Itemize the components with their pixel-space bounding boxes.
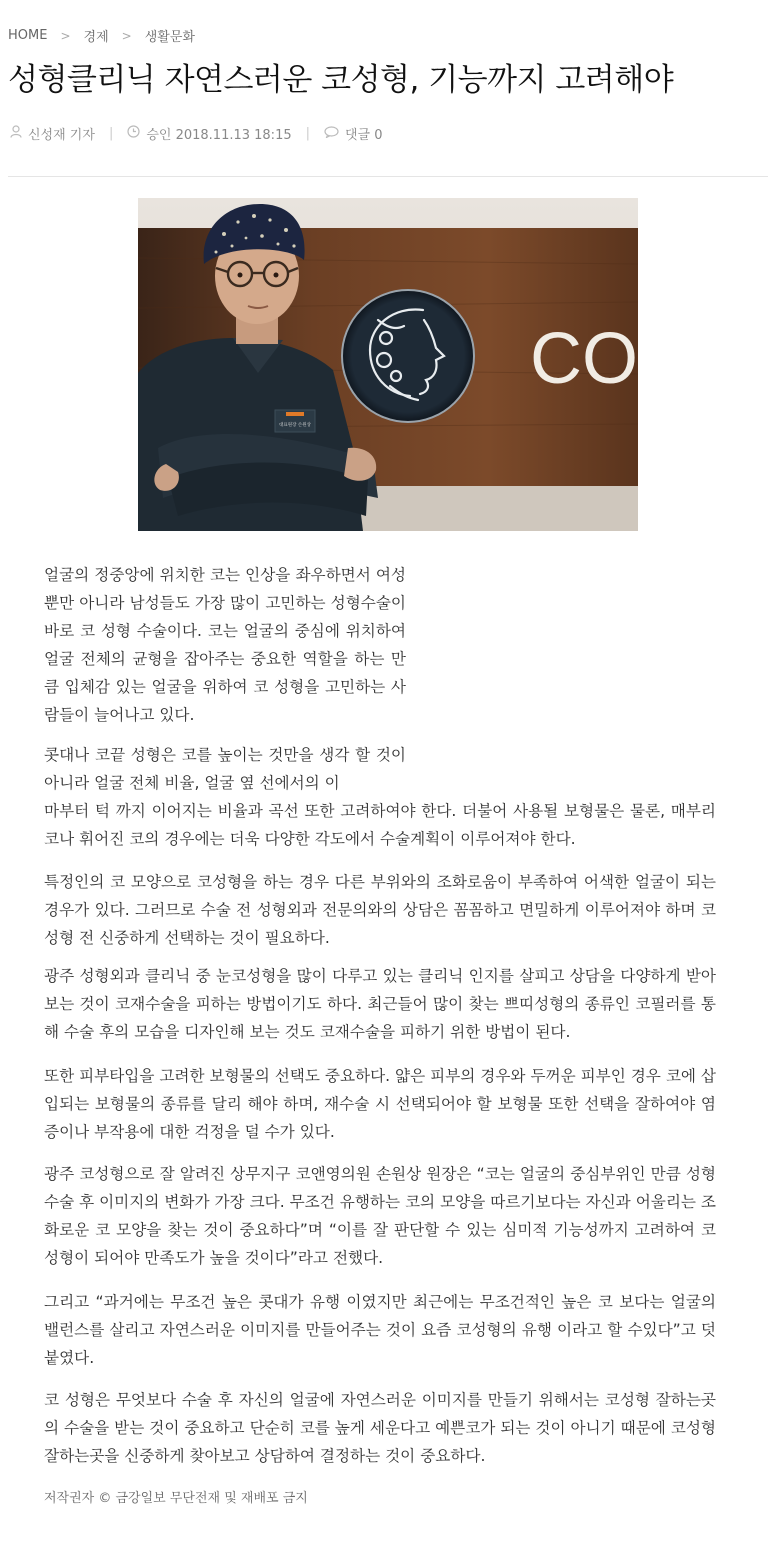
breadcrumb: [8, 26, 195, 45]
comment-info[interactable]: [324, 124, 383, 143]
paragraph-text: 코 성형은 무엇보다 수술 후 자신의 얼굴에 자연스러운 이미지를 만들기 위해서는 코성형 잘하는곳의 수술을 받는 것이 중요하고 단순히 코를 높게 세운다고 예쁜코가 되는 것이 아니기 때문에 코성형잘하는곳을 신중하게 찾아보고 상담하여 결정하는 것이 중요하다.: [44, 1391, 716, 1465]
article-paragraph: [44, 1288, 716, 1372]
paragraph-text: [44, 741, 716, 853]
chevron-right-icon: >: [121, 28, 132, 43]
paragraph-text: 광주 코성형으로 잘 알려진 상무지구 코앤영의원 손원상 원장은 “코는 얼굴의 중심부위인 만큼 성형수술 후 이미지의 변화가 가장 크다. 무조건 유행하는 코의 모양을 따르기보다는 자신과 어울리는 조화로운 코 모양을 찾는 것이 중요하다”며 “이를 잘 판단할 수 있는 심미적 기능성까지 고려하여 코 성형이 되어야 만족도가 높을 것이다”라고 전했다.: [44, 1165, 716, 1267]
paragraph-text: 또한 피부타입을 고려한 보형물의 선택도 중요하다. 얇은 피부의 경우와 두꺼운 피부인 경우 코에 삽입되는 보형물의 종류를 달리 해야 하며, 재수술 시 선택되어야 할 보형물 또한 선택을 잘하여야 염증이나 부작용에 대한 걱정을 덜 수가 있다.: [44, 1067, 716, 1141]
paragraph-text: 특정인의 코 모양으로 코성형을 하는 경우 다른 부위와의 조화로움이 부족하여 어색한 얼굴이 되는 경우가 있다. 그러므로 수술 전 성형외과 전문의와의 상담은 꼼꼼하고 면밀하게 이루어져야 하며 코성형 전 신중하게 선택하는 것이 필요하다.: [44, 873, 716, 947]
copyright-notice: 저작권자 © 금강일보 무단전재 및 재배포 금지: [44, 1491, 308, 1506]
approval-datetime: 승인 2018.11.13 18:15: [146, 128, 292, 143]
paragraph-text: 그리고 “과거에는 무조건 높은 콧대가 유행 이였지만 최근에는 무조건적인 높은 코 보다는 얼굴의 밸런스를 살리고 자연스러운 이미지를 만들어주는 것이 요즘 코성형의 유행 이라고 할 수있다”고 덧붙였다.: [44, 1293, 716, 1367]
header-divider: [8, 176, 768, 177]
paragraph-text-rest: 마부터 턱 까지 이어지는 비율과 곡선 또한 고려하여야 한다. 더불어 사용될 보형물은 물론, 매부리코나 휘어진 코의 경우에는 더욱 다양한 각도에서 수술계획이 이루어져야 한다.: [44, 802, 716, 848]
article-paragraph: [44, 561, 406, 729]
article-paragraph: [44, 962, 716, 1046]
article-photo: [138, 198, 638, 531]
breadcrumb-home[interactable]: HOME: [8, 28, 48, 43]
article-title: 성형클리닉 자연스러운 코성형, 기능까지 고려해야: [8, 62, 674, 98]
paragraph-text: 얼굴의 정중앙에 위치한 코는 인상을 좌우하면서 여성뿐만 아니라 남성들도 가장 많이 고민하는 성형수술이 바로 코 성형 수술이다. 코는 얼굴의 중심에 위치하여 얼굴 전체의 균형을 잡아주는 중요한 역할을 하는 만큼 입체감 있는 얼굴을 위하여 코 성형을 고민하는 사람들이 늘어나고 있다.: [44, 566, 406, 724]
user-icon: [10, 125, 22, 142]
paragraph-text: 광주 성형외과 클리닉 중 눈코성형을 많이 다루고 있는 클리닉 인지를 살피고 상담을 다양하게 받아보는 것이 코재수술을 피하는 방법이기도 하다. 최근들어 많이 찾는 쁘띠성형의 종류인 코필러를 통해 수술 후의 모습을 디자인해 보는 것도 코재수술을 피하기 위한 방법이 된다.: [44, 967, 716, 1041]
meta-divider: |: [108, 126, 114, 141]
meta-divider: |: [305, 126, 310, 141]
article-paragraph: [44, 741, 716, 853]
breadcrumb-subsection[interactable]: 생활문화: [144, 30, 195, 45]
sign-text: CO: [530, 319, 638, 399]
author-name: 신성재 기자: [28, 128, 95, 143]
approval-info: [127, 124, 291, 143]
paragraph-text-wrap: 콧대나 코끝 성형은 코를 높이는 것만을 생각 할 것이 아니라 얼굴 전체 비율, 얼굴 옆 선에서의 이: [44, 746, 406, 792]
clock-icon: [127, 125, 140, 142]
chevron-right-icon: >: [60, 28, 71, 43]
name-badge: 대표원장 손원상: [279, 423, 311, 428]
article-meta: [10, 124, 383, 143]
article-paragraph: [44, 1160, 716, 1272]
article-paragraph: [44, 1386, 716, 1470]
author-info[interactable]: [10, 124, 95, 143]
article-paragraph: [44, 1062, 716, 1146]
article-paragraph: [44, 868, 716, 952]
comment-count: 댓글 0: [345, 128, 383, 143]
comment-icon: [324, 126, 339, 142]
breadcrumb-section[interactable]: 경제: [83, 30, 109, 45]
